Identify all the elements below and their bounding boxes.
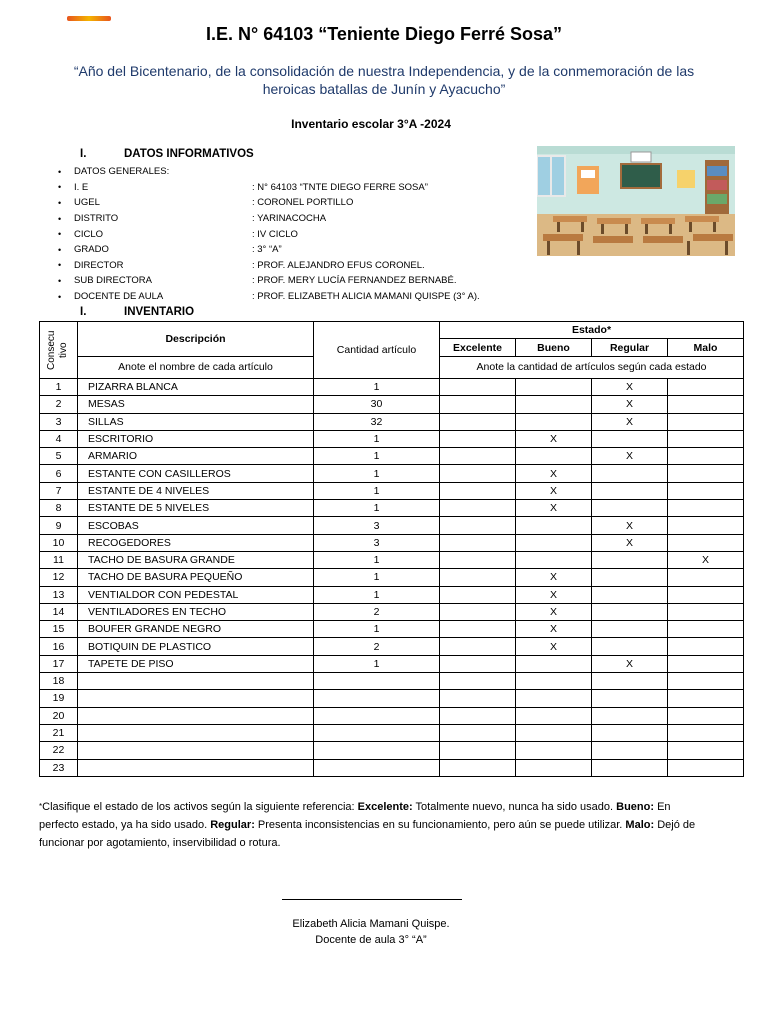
info-item xyxy=(58,164,538,180)
row-estado-malo xyxy=(668,603,744,620)
row-estado-bueno xyxy=(516,551,592,568)
footnote-def-bueno: En perfecto estado, ya ha sido usado. xyxy=(39,801,671,831)
row-estado-bueno xyxy=(516,655,592,672)
row-estado-excelente xyxy=(440,517,516,534)
row-estado-excelente xyxy=(440,655,516,672)
bullet-icon: • xyxy=(58,229,62,240)
info-label: GRADO xyxy=(74,244,109,256)
row-quantity xyxy=(314,724,440,741)
row-estado-excelente xyxy=(440,413,516,430)
row-description xyxy=(78,724,314,741)
row-estado-regular xyxy=(592,569,668,586)
row-number: 20 xyxy=(40,707,78,724)
row-estado-regular xyxy=(592,724,668,741)
row-number: 5 xyxy=(40,448,78,465)
table-row xyxy=(40,742,744,759)
row-estado-malo xyxy=(668,707,744,724)
row-number: 11 xyxy=(40,551,78,568)
row-estado-bueno xyxy=(516,396,592,413)
row-estado-bueno: X xyxy=(516,569,592,586)
row-estado-regular xyxy=(592,690,668,707)
row-estado-regular xyxy=(592,551,668,568)
row-estado-excelente xyxy=(440,724,516,741)
table-row xyxy=(40,500,744,517)
row-description: MESAS xyxy=(78,396,314,413)
footnote xyxy=(39,798,703,852)
info-label: DISTRITO xyxy=(74,213,119,225)
row-estado-excelente xyxy=(440,482,516,499)
info-item xyxy=(58,242,538,258)
row-estado-regular xyxy=(592,465,668,482)
row-estado-regular: X xyxy=(592,534,668,551)
row-estado-excelente xyxy=(440,673,516,690)
bullet-icon: • xyxy=(58,244,62,255)
info-value: : N° 64103 “TNTE DIEGO FERRE SOSA” xyxy=(252,181,428,193)
bullet-icon: • xyxy=(58,260,62,271)
row-estado-malo xyxy=(668,430,744,447)
section-number: I. xyxy=(80,306,87,318)
row-number: 21 xyxy=(40,724,78,741)
row-description xyxy=(78,759,314,776)
row-estado-bueno xyxy=(516,413,592,430)
row-number: 17 xyxy=(40,655,78,672)
row-estado-excelente xyxy=(440,534,516,551)
row-estado-malo xyxy=(668,448,744,465)
row-estado-malo xyxy=(668,413,744,430)
row-estado-malo xyxy=(668,517,744,534)
info-item xyxy=(58,211,538,227)
section-datos-heading xyxy=(80,148,254,160)
table-row xyxy=(40,379,744,396)
row-estado-regular: X xyxy=(592,655,668,672)
row-estado-regular xyxy=(592,500,668,517)
info-item xyxy=(58,273,538,289)
table-row xyxy=(40,517,744,534)
header-estado-malo: Malo xyxy=(668,339,744,356)
row-quantity: 1 xyxy=(314,379,440,396)
row-estado-bueno xyxy=(516,448,592,465)
table-row xyxy=(40,690,744,707)
info-label: I. E xyxy=(74,181,89,193)
row-number: 1 xyxy=(40,379,78,396)
section-number: I. xyxy=(80,148,87,160)
row-estado-bueno xyxy=(516,534,592,551)
footnote-def-regular: Presenta inconsistencias en su funcionamiento, pero aún se puede utilizar. xyxy=(254,819,626,831)
row-quantity: 1 xyxy=(314,430,440,447)
row-quantity xyxy=(314,742,440,759)
row-estado-excelente xyxy=(440,430,516,447)
row-description xyxy=(78,742,314,759)
info-label: UGEL xyxy=(74,197,100,209)
row-description xyxy=(78,707,314,724)
row-quantity: 1 xyxy=(314,500,440,517)
info-item xyxy=(58,195,538,211)
row-description: RECOGEDORES xyxy=(78,534,314,551)
row-estado-excelente xyxy=(440,603,516,620)
row-number: 3 xyxy=(40,413,78,430)
row-quantity xyxy=(314,707,440,724)
row-estado-excelente xyxy=(440,500,516,517)
row-number: 8 xyxy=(40,500,78,517)
table-row xyxy=(40,638,744,655)
row-description: ESCRITORIO xyxy=(78,430,314,447)
inventory-table xyxy=(39,321,744,777)
bullet-icon: • xyxy=(58,213,62,224)
row-estado-regular xyxy=(592,638,668,655)
row-quantity: 3 xyxy=(314,534,440,551)
row-description: VENTILADORES EN TECHO xyxy=(78,603,314,620)
row-estado-bueno xyxy=(516,724,592,741)
row-estado-bueno: X xyxy=(516,603,592,620)
row-estado-bueno xyxy=(516,707,592,724)
year-motto: “Año del Bicentenario, de la consolidación de nuestra Independencia, y de la conmemoración de las heroicas batallas de Junín y Ayacucho” xyxy=(73,63,695,97)
row-estado-excelente xyxy=(440,465,516,482)
info-value: : PROF. ELIZABETH ALICIA MAMANI QUISPE (3° A). xyxy=(252,291,480,303)
row-estado-excelente xyxy=(440,742,516,759)
row-estado-regular: X xyxy=(592,413,668,430)
row-estado-malo xyxy=(668,569,744,586)
row-quantity: 1 xyxy=(314,465,440,482)
row-estado-malo xyxy=(668,673,744,690)
row-description: PIZARRA BLANCA xyxy=(78,379,314,396)
row-estado-bueno xyxy=(516,690,592,707)
info-item xyxy=(58,258,538,274)
footnote-star: * xyxy=(39,802,43,811)
header-estado-regular: Regular xyxy=(592,339,668,356)
info-item xyxy=(58,289,538,305)
row-description: TAPETE DE PISO xyxy=(78,655,314,672)
bullet-icon: • xyxy=(58,275,62,286)
table-row xyxy=(40,724,744,741)
row-description: ESCOBAS xyxy=(78,517,314,534)
row-quantity: 3 xyxy=(314,517,440,534)
header-estado-note: Anote la cantidad de artículos según cada estado xyxy=(440,356,744,378)
row-estado-malo xyxy=(668,742,744,759)
row-estado-bueno: X xyxy=(516,638,592,655)
row-estado-malo xyxy=(668,690,744,707)
row-estado-excelente xyxy=(440,707,516,724)
info-label: SUB DIRECTORA xyxy=(74,275,152,287)
row-estado-excelente xyxy=(440,551,516,568)
header-consecutivo: Consecu tivo xyxy=(40,322,78,379)
row-estado-malo xyxy=(668,638,744,655)
bullet-icon: • xyxy=(58,197,62,208)
row-estado-regular xyxy=(592,603,668,620)
header-desc-note: Anote el nombre de cada artículo xyxy=(78,356,314,378)
section-title: INVENTARIO xyxy=(124,306,195,318)
school-logo xyxy=(67,16,111,21)
row-estado-malo: X xyxy=(668,551,744,568)
row-estado-excelente xyxy=(440,759,516,776)
row-number: 4 xyxy=(40,430,78,447)
signature-line xyxy=(282,899,462,900)
row-description xyxy=(78,690,314,707)
info-value: : 3° “A” xyxy=(252,244,282,256)
row-estado-malo xyxy=(668,482,744,499)
row-quantity: 1 xyxy=(314,448,440,465)
row-estado-malo xyxy=(668,379,744,396)
signature-name: Elizabeth Alicia Mamani Quispe. xyxy=(292,918,450,930)
table-row xyxy=(40,673,744,690)
info-item xyxy=(58,226,538,242)
row-estado-bueno xyxy=(516,517,592,534)
row-description: SILLAS xyxy=(78,413,314,430)
row-estado-regular xyxy=(592,482,668,499)
document-title: I.E. N° 64103 “Teniente Diego Ferré Sosa” xyxy=(206,24,562,44)
row-description: TACHO DE BASURA PEQUEÑO xyxy=(78,569,314,586)
table-row xyxy=(40,759,744,776)
row-estado-regular xyxy=(592,759,668,776)
header-cantidad: Cantidad artículo xyxy=(314,322,440,379)
row-number: 13 xyxy=(40,586,78,603)
bullet-icon: • xyxy=(58,182,62,193)
row-quantity: 30 xyxy=(314,396,440,413)
row-quantity: 2 xyxy=(314,638,440,655)
table-row xyxy=(40,621,744,638)
row-number: 10 xyxy=(40,534,78,551)
table-row xyxy=(40,586,744,603)
row-estado-excelente xyxy=(440,379,516,396)
info-label: DOCENTE DE AULA xyxy=(74,291,164,303)
info-value: : PROF. ALEJANDRO EFUS CORONEL. xyxy=(252,259,425,271)
header-estado-excelente: Excelente xyxy=(440,339,516,356)
row-number: 19 xyxy=(40,690,78,707)
table-row xyxy=(40,534,744,551)
header-estado: Estado* xyxy=(440,322,744,339)
info-label: DIRECTOR xyxy=(74,259,124,271)
row-quantity: 1 xyxy=(314,551,440,568)
row-estado-bueno: X xyxy=(516,586,592,603)
footnote-term-regular: Regular: xyxy=(210,819,255,831)
info-label: CICLO xyxy=(74,228,104,240)
footnote-term-malo: Malo: xyxy=(625,819,655,831)
row-description: BOTIQUIN DE PLASTICO xyxy=(78,638,314,655)
row-estado-excelente xyxy=(440,638,516,655)
row-estado-regular: X xyxy=(592,448,668,465)
table-row xyxy=(40,430,744,447)
info-value: : CORONEL PORTILLO xyxy=(252,197,354,209)
row-estado-regular xyxy=(592,742,668,759)
row-estado-regular: X xyxy=(592,396,668,413)
row-estado-regular xyxy=(592,430,668,447)
section-inventario-heading xyxy=(80,306,194,318)
row-description: TACHO DE BASURA GRANDE xyxy=(78,551,314,568)
row-estado-regular xyxy=(592,586,668,603)
row-estado-bueno xyxy=(516,379,592,396)
row-estado-bueno xyxy=(516,759,592,776)
footnote-term-excelente: Excelente: xyxy=(357,801,413,813)
info-value: : IV CICLO xyxy=(252,228,298,240)
row-estado-excelente xyxy=(440,586,516,603)
row-number: 22 xyxy=(40,742,78,759)
table-row xyxy=(40,413,744,430)
table-row xyxy=(40,707,744,724)
row-estado-regular: X xyxy=(592,379,668,396)
info-list xyxy=(58,164,538,304)
row-quantity: 2 xyxy=(314,603,440,620)
row-estado-excelente xyxy=(440,569,516,586)
row-description: ESTANTE CON CASILLEROS xyxy=(78,465,314,482)
row-number: 2 xyxy=(40,396,78,413)
table-row xyxy=(40,396,744,413)
row-number: 23 xyxy=(40,759,78,776)
row-number: 18 xyxy=(40,673,78,690)
row-estado-bueno: X xyxy=(516,482,592,499)
row-number: 7 xyxy=(40,482,78,499)
row-estado-regular: X xyxy=(592,517,668,534)
row-estado-excelente xyxy=(440,396,516,413)
row-quantity xyxy=(314,759,440,776)
document-subtitle: Inventario escolar 3°A -2024 xyxy=(291,117,451,131)
row-estado-malo xyxy=(668,500,744,517)
info-item xyxy=(58,180,538,196)
row-quantity: 1 xyxy=(314,621,440,638)
row-estado-excelente xyxy=(440,448,516,465)
table-row xyxy=(40,448,744,465)
row-number: 14 xyxy=(40,603,78,620)
row-quantity xyxy=(314,673,440,690)
row-quantity xyxy=(314,690,440,707)
row-estado-regular xyxy=(592,621,668,638)
row-estado-bueno: X xyxy=(516,500,592,517)
classroom-illustration xyxy=(537,146,735,256)
row-quantity: 32 xyxy=(314,413,440,430)
info-value: : YARINACOCHA xyxy=(252,213,327,225)
footnote-term-bueno: Bueno: xyxy=(616,801,655,813)
row-number: 9 xyxy=(40,517,78,534)
row-quantity: 1 xyxy=(314,482,440,499)
row-quantity: 1 xyxy=(314,569,440,586)
row-number: 16 xyxy=(40,638,78,655)
row-description: ARMARIO xyxy=(78,448,314,465)
row-estado-excelente xyxy=(440,621,516,638)
table-row xyxy=(40,655,744,672)
row-number: 12 xyxy=(40,569,78,586)
table-row xyxy=(40,551,744,568)
row-description: BOUFER GRANDE NEGRO xyxy=(78,621,314,638)
row-estado-malo xyxy=(668,655,744,672)
header-estado-bueno: Bueno xyxy=(516,339,592,356)
footnote-def-malo: Dejó de funcionar por agotamiento, inservibilidad o rotura. xyxy=(39,819,696,849)
row-quantity: 1 xyxy=(314,586,440,603)
table-row xyxy=(40,482,744,499)
row-estado-regular xyxy=(592,707,668,724)
row-estado-malo xyxy=(668,724,744,741)
row-description: ESTANTE DE 5 NIVELES xyxy=(78,500,314,517)
bullet-icon: • xyxy=(58,291,62,302)
table-row xyxy=(40,569,744,586)
row-estado-regular xyxy=(592,673,668,690)
table-row xyxy=(40,603,744,620)
row-number: 6 xyxy=(40,465,78,482)
row-estado-malo xyxy=(668,465,744,482)
bullet-icon: • xyxy=(58,166,62,177)
row-estado-malo xyxy=(668,759,744,776)
header-descripcion: Descripción xyxy=(78,322,314,357)
row-estado-bueno: X xyxy=(516,430,592,447)
section-title: DATOS INFORMATIVOS xyxy=(124,148,254,160)
row-description: VENTIALDOR CON PEDESTAL xyxy=(78,586,314,603)
row-description xyxy=(78,673,314,690)
row-estado-bueno: X xyxy=(516,621,592,638)
row-estado-malo xyxy=(668,396,744,413)
row-description: ESTANTE DE 4 NIVELES xyxy=(78,482,314,499)
row-estado-malo xyxy=(668,534,744,551)
info-label: DATOS GENERALES: xyxy=(74,166,170,178)
row-estado-bueno: X xyxy=(516,465,592,482)
footnote-intro: Clasifique el estado de los activos según la siguiente referencia: xyxy=(42,801,358,813)
row-estado-malo xyxy=(668,621,744,638)
row-quantity: 1 xyxy=(314,655,440,672)
signature-role: Docente de aula 3° “A” xyxy=(315,934,427,946)
row-number: 15 xyxy=(40,621,78,638)
row-estado-malo xyxy=(668,586,744,603)
info-value: : PROF. MERY LUCÍA FERNANDEZ BERNABÉ. xyxy=(252,275,457,287)
footnote-def-excelente: Totalmente nuevo, nunca ha sido usado. xyxy=(412,801,617,813)
row-estado-bueno xyxy=(516,673,592,690)
row-estado-bueno xyxy=(516,742,592,759)
row-estado-excelente xyxy=(440,690,516,707)
table-row xyxy=(40,465,744,482)
